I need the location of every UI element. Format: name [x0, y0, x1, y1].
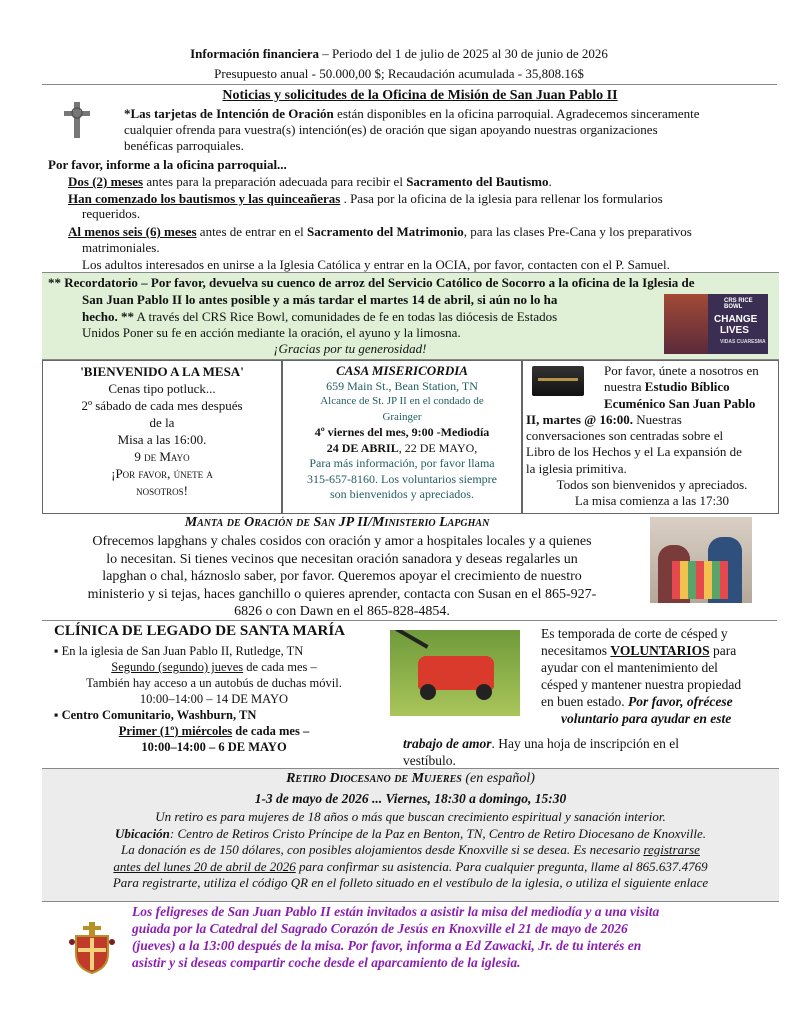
volunteers-l5: en buen estado. — [541, 694, 628, 709]
volunteers-word: VOLUNTARIOS — [610, 643, 710, 658]
cathedral-visit — [132, 903, 782, 971]
bible-l4-bold: II, martes @ 16:00. — [526, 411, 634, 427]
notice-marriage-l2: matrimoniales. — [82, 240, 160, 255]
retreat-phone: para confirmar su asistencia. Para cualquier pregunta, llame al 865.637.4769 — [295, 858, 708, 874]
manta-l3: lapghan o chal, háznoslo saber, por favor. Queremos apoyar el crecimiento de nuestro — [102, 569, 582, 584]
retreat-donation: La donación es de 150 dólares, con posibles alojamientos desde Knoxville si se desea. Es necesario — [121, 842, 644, 857]
news-title: Noticias y solicitudes de la Oficina de Misión de San Juan Pablo II — [222, 88, 618, 103]
manta-l2: lo necesitan. Si tienes vecinos que necesitan oración sanadora y deseas regalarles un — [106, 551, 578, 567]
lives-text: LIVES — [720, 325, 749, 336]
notice-marriage-text: antes de entrar en el — [196, 224, 307, 239]
retreat-title: Retiro Diocesano de Mujeres — [286, 771, 462, 786]
casa-l8: son bienvenidos y apreciados. — [330, 487, 474, 501]
blanket — [672, 561, 728, 599]
bible-content — [526, 363, 778, 510]
bible-l2-bold: Estudio Bíblico — [644, 379, 730, 395]
rice-bowl-l3 — [82, 309, 662, 325]
clinica-schedule-2: Primer (1º) miércoles — [118, 724, 233, 738]
person-photo — [664, 294, 708, 354]
finance-period: – Periodo del 1 de julio de 2025 al 30 de junio de 2026 — [319, 46, 608, 61]
notice-baptism — [68, 174, 788, 190]
rice-bowl-l4: Unidos Poner su fe en acción mediante la oración, el ayuno y la limosna. — [82, 325, 461, 340]
volunteers-l3: ayudar con el mantenimiento del — [541, 660, 718, 675]
volunteers-signup — [403, 735, 783, 769]
casa-date-bold: 24 DE ABRIL — [326, 440, 399, 455]
notice-quince-l2: requeridos. — [82, 206, 141, 221]
notice-baptism-sacrament: Sacramento del Bautismo — [406, 174, 549, 189]
notice-baptism-time: Dos (2) meses — [68, 174, 144, 189]
bible-l6: Libro de los Hechos y el La expansión de — [526, 444, 742, 460]
casa-l3: Grainger — [382, 410, 422, 423]
bible-l4: Nuestras — [633, 411, 682, 427]
clinica-date-1: 10:00–14:00 – 14 DE MAYO — [139, 692, 289, 706]
volunteers-l2: necesitamos — [541, 643, 611, 658]
rice-bowl-l2: San Juan Pablo II lo antes posible y a más tardar el martes 14 de abril, si aún no lo ha — [82, 292, 558, 307]
casa-content — [284, 363, 520, 503]
rice-bowl-l3-bold: hecho. ** — [82, 309, 134, 324]
mesa-content — [44, 363, 280, 499]
mesa-l4: Misa a las 16:00. — [117, 432, 207, 447]
notice-marriage — [68, 224, 788, 240]
rice-bowl-thanks: ¡Gracias por tu generosidad! — [273, 341, 427, 356]
mesa-title: 'BIENVENIDO A LA MESA' — [80, 364, 244, 379]
casa-phone: 315-657-8160. Los voluntarios siempre — [307, 471, 497, 486]
manta-l4: ministerio y si tejas, haces ganchillo o quieres aprender, contacta con Susan en el 865-927- — [87, 586, 597, 602]
retreat-dates: 1-3 de mayo de 2026 ... Viernes, 18:30 a domingo, 15:30 — [254, 791, 567, 806]
retreat-qr-info: Para registrarte, utiliza el código QR en el folleto situado en el vestíbulo de la iglesia, o utiliza el siguiente enlace — [112, 875, 709, 890]
retreat-body — [42, 809, 779, 892]
crucifix-icon — [60, 100, 94, 140]
crs-rice-bowl-image — [664, 294, 768, 354]
cathedral-l4: asistir y si deseas compartir coche desde el aparcamiento de la iglesia. — [132, 955, 521, 970]
notice-marriage-sacrament: Sacramento del Matrimonio — [307, 224, 464, 239]
bible-l1: Por favor, únete a nosotros en — [604, 363, 759, 378]
notice-baptism-end: . — [548, 174, 552, 189]
change-text: CHANGE — [714, 314, 758, 325]
volunteers-vestibule: vestíbulo. — [403, 753, 456, 768]
prayer-cards-l3: benéficas parroquiales. — [124, 138, 244, 153]
bible-mass-time: La misa comienza a las 17:30 — [574, 493, 730, 509]
bible-l2: nuestra — [604, 379, 645, 395]
volunteers-sheet: . Hay una hoja de inscripción en el — [491, 736, 679, 751]
finance-header — [0, 46, 798, 62]
clinica-schedule-1: Segundo (segundo) jueves — [111, 660, 244, 674]
mower-wheel — [476, 684, 492, 700]
mower-handle — [395, 630, 428, 649]
retreat-location: : Centro de Retiros Cristo Príncipe de la Paz en Benton, TN, Centro de Retiro Diocesano de Knoxville. — [169, 825, 706, 841]
lawn-mower-image — [390, 630, 520, 716]
bible-l3: Ecuménico San Juan Pablo — [604, 395, 756, 411]
divider — [42, 84, 777, 85]
retreat-location-label: Ubicación — [115, 825, 170, 841]
mesa-l2: 2º sábado de cada mes después — [81, 398, 243, 413]
volunteers-text — [541, 625, 786, 727]
clinica-location-2: Centro Comunitario, Washburn, TN — [61, 708, 257, 722]
casa-title: CASA MISERICORDIA — [336, 363, 468, 378]
notice-ocia: Los adultos interesados en unirse a la Iglesia Católica y entrar en la OCIA, por favor, contacten con el P. Samuel. — [82, 257, 670, 272]
crs-logo-text: CRS RICE BOWL — [724, 298, 753, 310]
notice-quince-text: . Pasa por la oficina de la iglesia para rellenar los formularios — [340, 191, 663, 206]
manta-l5: 6826 o con Dawn en el 865-828-4854. — [234, 604, 450, 619]
notice-marriage-time: Al menos seis (6) meses — [68, 224, 197, 239]
retreat-register: registrarse — [643, 842, 700, 857]
notice-quince-title: Han comenzado los bautismos y las quinceañeras — [68, 191, 341, 206]
clinica-body: ▪ En la iglesia de San Juan Pablo II, Rutledge, TN Segundo (segundo) jueves de cada mes – También hay acceso a un autobús de duchas móvil. 10:00–14:00 – 14 DE MAYO ▪ Centro Comunitario, Washburn, TN Primer (1º) miércoles de cada mes – 10:00–14:00 – 6 DE MAYO — [54, 643, 374, 755]
notice-baptism-text: antes para la preparación adecuada para recibir el — [143, 174, 407, 189]
casa-l6: Para más información, por favor llama — [309, 456, 495, 470]
bible-l5: conversaciones son centradas sobre el — [526, 428, 724, 444]
divider — [42, 620, 777, 621]
cathedral-l2: guiada por la Catedral del Sagrado Corazón de Jesús en Knoxville el 21 de mayo de 2026 — [132, 921, 628, 936]
lapghan-photo — [650, 517, 752, 603]
clinica-shower: También hay acceso a un autobús de duchas móvil. — [86, 676, 342, 690]
clinica-location-1: En la iglesia de San Juan Pablo II, Rutledge, TN — [61, 644, 304, 658]
casa-date-rest: , 22 DE MAYO, — [398, 440, 478, 455]
cathedral-l3: (jueves) a la 13:00 después de la misa. Por favor, informa a Ed Zawacki, Jr. de tu interés en — [132, 938, 642, 953]
casa-l2: Alcance de St. JP II en el condado de — [320, 395, 484, 407]
volunteers-labor: trabajo de amor — [403, 736, 492, 751]
volunteers-l4: césped y mantener nuestra propiedad — [541, 677, 742, 692]
manta-title: Manta de Oración de San JP II/Ministerio Lapghan — [184, 515, 490, 530]
manta-l1: Ofrecemos lapghans y chales cosidos con oración y amor a hospitales locales y a quienes — [92, 534, 592, 549]
casa-address: 659 Main St., Bean Station, TN — [326, 378, 478, 393]
mower-wheel — [420, 684, 436, 700]
mesa-l3: de la — [149, 415, 175, 430]
mesa-l7: nosotros! — [136, 483, 188, 498]
inform-heading: Por favor, informe a la oficina parroquial... — [48, 157, 287, 172]
finance-label: Información financiera — [190, 46, 320, 61]
retreat-deadline: antes del lunes 20 de abril de 2026 — [113, 858, 296, 874]
bible-l8: Todos son bienvenidos y apreciados. — [556, 477, 748, 493]
mesa-l6: ¡Por favor, únete a — [111, 466, 213, 481]
retreat-title-sub: (en español) — [461, 771, 535, 786]
volunteers-l6: voluntario para ayudar en este — [561, 711, 732, 726]
clinica-title: CLÍNICA DE LEGADO DE SANTA MARÍA — [54, 623, 346, 639]
mesa-l1: Cenas tipo potluck... — [108, 381, 216, 396]
prayer-cards-l2: cualquier ofrenda para vuestra(s) intención(es) de oración que sigan apoyando nuestras organizaciones — [124, 122, 658, 137]
bible-l7: la iglesia primitiva. — [526, 460, 627, 476]
volunteers-l1: Es temporada de corte de césped y — [541, 626, 728, 641]
prayer-cards-text — [124, 106, 784, 122]
volunteers-l5-bold: Por favor, ofrécese — [627, 694, 733, 709]
rice-bowl-l3-rest: A través del CRS Rice Bowl, comunidades de fe en todas las diócesis de Estados — [134, 309, 558, 324]
diocese-crest-icon — [68, 922, 116, 974]
rice-bowl-l1: ** Recordatorio – Por favor, devuelva su cuenco de arroz del Servicio Católico de Socorro a la oficina de la Iglesia de — [48, 275, 695, 290]
cathedral-l1: Los feligreses de San Juan Pablo II están invitados a asistir la misa del mediodía y a una visita — [132, 904, 660, 919]
clinica-schedule-2-rest: de cada mes – — [232, 724, 310, 738]
notice-marriage-end: , para las clases Pre-Cana y los preparativos — [463, 224, 692, 239]
vidas-text: VIDAS CUARESMA — [720, 339, 766, 345]
clinica-schedule-1-rest: de cada mes – — [243, 660, 317, 674]
casa-schedule: 4º viernes del mes, 9:00 -Mediodía — [314, 425, 490, 439]
prayer-cards-bold: *Las tarjetas de Intención de Oración — [124, 106, 334, 121]
clinica-date-2: 10:00–14:00 – 6 DE MAYO — [141, 740, 287, 754]
notice-quince — [68, 191, 788, 207]
manta-body — [42, 533, 642, 621]
mesa-date: 9 de Mayo — [134, 449, 190, 464]
finance-budget: Presupuesto anual - 50.000,00 $; Recaudación acumulada - 35,808.16$ — [214, 66, 584, 81]
retreat-l1: Un retiro es para mujeres de 18 años o más que buscan crecimiento espiritual y sanación interior. — [155, 809, 666, 824]
volunteers-l2-end: para — [709, 643, 737, 658]
retreat-title-line — [42, 771, 779, 787]
prayer-cards-rest: están disponibles en la oficina parroquial. Agradecemos sinceramente — [333, 106, 700, 121]
